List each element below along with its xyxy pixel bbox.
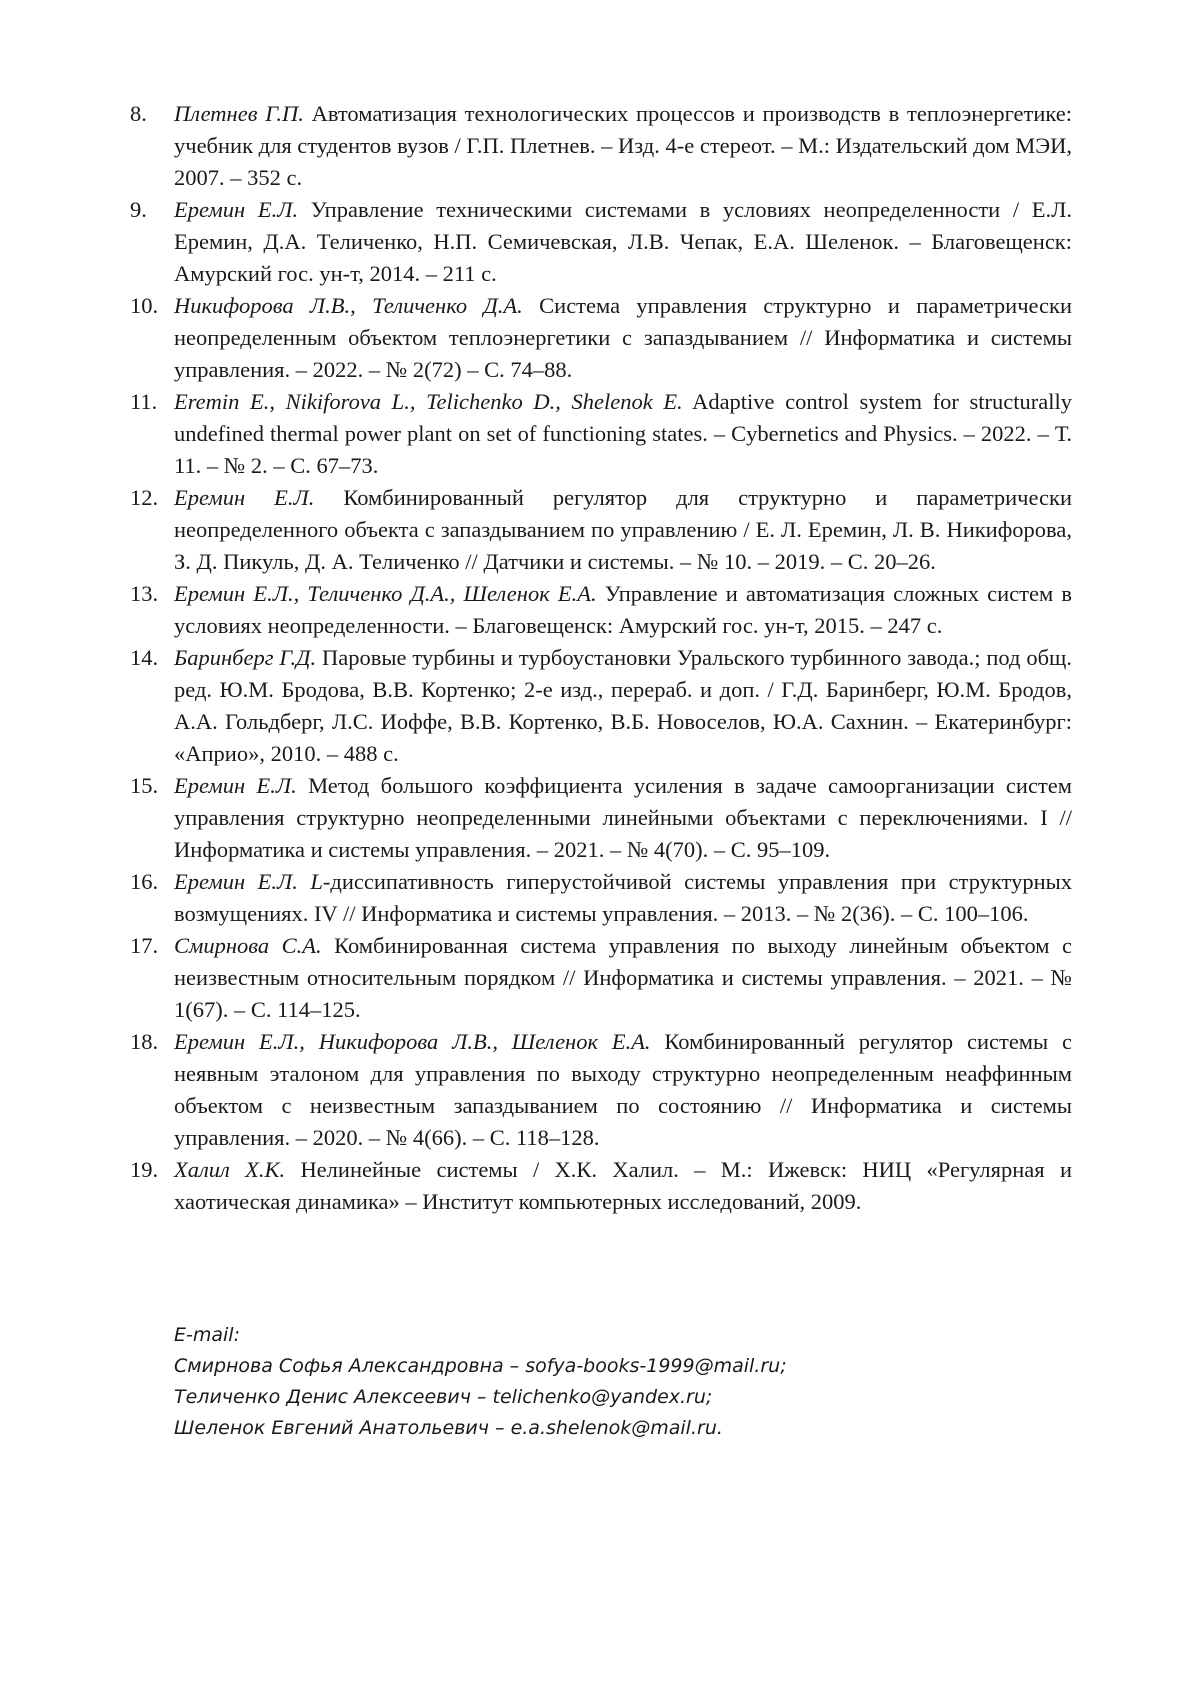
reference-author: Еремин Е.Л. L (174, 869, 323, 894)
reference-number: 13. (130, 581, 159, 606)
reference-author: Eremin E., Nikiforova L., Telichenko D., Shelenok E. (174, 389, 683, 414)
reference-author: Баринберг Г.Д. (174, 645, 317, 670)
reference-list (130, 98, 1072, 1218)
reference-number: 12. (130, 485, 159, 510)
reference-number: 19. (130, 1157, 159, 1182)
reference-text: Комбинированный регулятор системы с неявным эталоном для управления по выходу структурно неопределенным неаффинным объектом с неизвестным запаздыванием по состоянию // Информатика и системы управления. – 2020. – № 4(66). – С. 118–128. (174, 1029, 1072, 1150)
reference-text: Автоматизация технологических процессов и производств в теплоэнергетике: учебник для студентов вузов / Г.П. Плетнев. – Изд. 4-е стереот. – М.: Издательский дом МЭИ, 2007. – 352 с. (174, 101, 1072, 190)
contact-line: Шеленок Евгений Анатольевич – e.a.shelenok@mail.ru. (174, 1417, 723, 1439)
reference-item (130, 98, 1072, 194)
contact-line: Теличенко Денис Алексеевич – telichenko@yandex.ru; (174, 1386, 713, 1408)
reference-item (130, 1154, 1072, 1218)
contact-block (174, 1320, 1054, 1444)
reference-text: Система управления структурно и параметрически неопределенным объектом теплоэнергетики с запаздыванием // Информатика и системы управления. – 2022. – № 2(72) – С. 74–88. (174, 293, 1073, 382)
reference-text: Паровые турбины и турбоустановки Уральского турбинного завода.; под общ. ред. Ю.М. Бродова, В.В. Кортенко; 2-е изд., перераб. и доп. / Г.Д. Баринберг, Ю.М. Бродов, А.А. Гольдберг, Л.С. Иоффе, В.В. Кортенко, В.Б. Новоселов, Ю.А. Сахнин. – Екатеринбург: «Априо», 2010. – 488 с. (174, 645, 1073, 766)
email-label: E-mail: (174, 1324, 240, 1346)
reference-text: -диссипативность гиперустойчивой системы управления при структурных возмущениях. IV // Информатика и системы управления. – 2013. – № 2(36). – С. 100–106. (174, 869, 1073, 926)
reference-number: 15. (130, 773, 159, 798)
reference-number: 18. (130, 1029, 159, 1054)
reference-number: 14. (130, 645, 159, 670)
reference-number: 16. (130, 869, 159, 894)
reference-text: Метод большого коэффициента усиления в задаче самоорганизации систем управления структурно неопределенными линейными объектами с переключениями. I // Информатика и системы управления. – 2021. – № 4(70). – С. 95–109. (174, 773, 1072, 862)
reference-item (130, 770, 1072, 866)
reference-item (130, 1026, 1072, 1154)
reference-number: 9. (130, 197, 147, 222)
reference-text: Управление и автоматизация сложных систем в условиях неопределенности. – Благовещенск: Амурский гос. ун-т, 2015. – 247 с. (174, 581, 1072, 638)
reference-author: Никифорова Л.В., Теличенко Д.А. (174, 293, 523, 318)
reference-text: Комбинированная система управления по выходу линейным объектом с неизвестным относительным порядком // Информатика и системы управления. – 2021. – № 1(67). – С. 114–125. (174, 933, 1072, 1022)
reference-item (130, 386, 1072, 482)
reference-text: Комбинированный регулятор для структурно и параметрически неопределенного объекта с запаздыванием по управлению / Е. Л. Еремин, Л. В. Никифорова, З. Д. Пикуль, Д. А. Теличенко // Датчики и системы. – № 10. – 2019. – С. 20–26. (174, 485, 1072, 574)
reference-author: Смирнова С.А. (174, 933, 322, 958)
reference-author: Халил Х.К. (174, 1157, 286, 1182)
reference-item (130, 194, 1072, 290)
reference-author: Еремин Е.Л. (174, 197, 299, 222)
reference-number: 8. (130, 101, 147, 126)
reference-item (130, 482, 1072, 578)
reference-item (130, 578, 1072, 642)
reference-author: Еремин Е.Л., Теличенко Д.А., Шеленок Е.А. (174, 581, 597, 606)
reference-text: Adaptive control system for structurally undefined thermal power plant on set of functioning states. – Cybernetics and Physics. – 2022. – Т. 11. – № 2. – С. 67–73. (174, 389, 1072, 478)
reference-item (130, 642, 1072, 770)
reference-author: Плетнев Г.П. (174, 101, 304, 126)
reference-text: Управление техническими системами в условиях неопределенности / Е.Л. Еремин, Д.А. Теличенко, Н.П. Семичевская, Л.В. Чепак, Е.А. Шеленок. – Благовещенск: Амурский гос. ун-т, 2014. – 211 с. (174, 197, 1072, 286)
reference-item (130, 866, 1072, 930)
reference-text: Нелинейные системы / Х.К. Халил. – М.: Ижевск: НИЦ «Регулярная и хаотическая динамика» – Институт компьютерных исследований, 2009. (174, 1157, 1072, 1214)
reference-item (130, 930, 1072, 1026)
reference-number: 11. (130, 389, 158, 414)
reference-number: 10. (130, 293, 159, 318)
reference-number: 17. (130, 933, 159, 958)
reference-author: Еремин Е.Л. (174, 485, 315, 510)
reference-item (130, 290, 1072, 386)
contact-line: Смирнова Софья Александровна – sofya-books-1999@mail.ru; (174, 1355, 787, 1377)
reference-author: Еремин Е.Л., Никифорова Л.В., Шеленок Е.А. (174, 1029, 651, 1054)
reference-author: Еремин Е.Л. (174, 773, 297, 798)
